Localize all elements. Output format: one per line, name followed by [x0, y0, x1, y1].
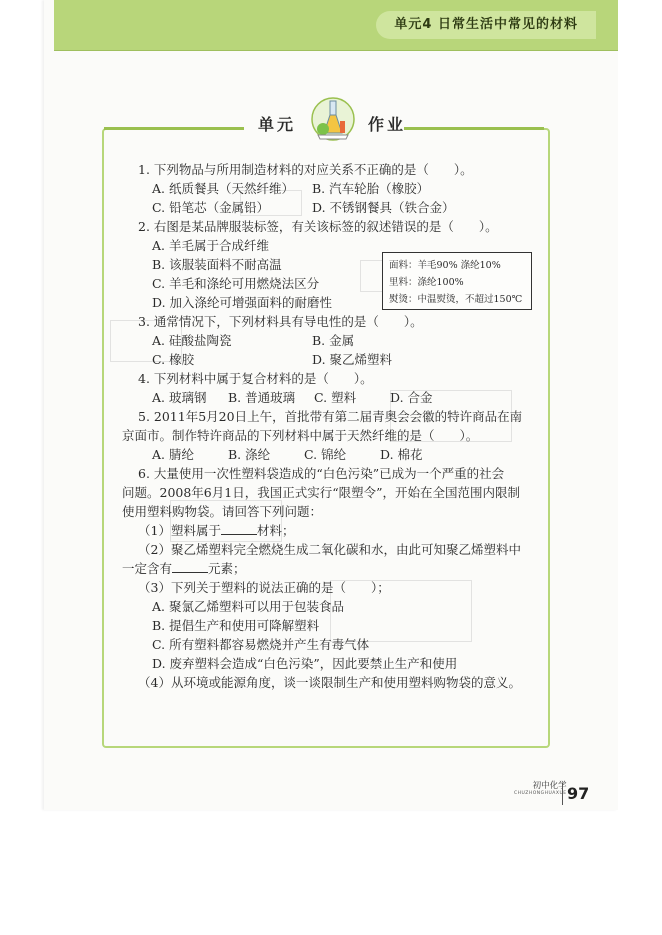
- q6-part3-option-d: D. 废弃塑料会造成“白色污染”，因此要禁止生产和使用: [152, 656, 458, 671]
- header-band: [54, 0, 618, 51]
- q4-stem: 4. 下列材料中属于复合材料的是（ ）。: [138, 371, 373, 386]
- q6-part2-blank: [172, 572, 208, 573]
- q6-part3-option-b: B. 提倡生产和使用可降解塑料: [152, 618, 320, 633]
- q4-option-d: D. 合金: [390, 390, 433, 405]
- garment-label-lining: 里料：涤纶100%: [389, 277, 464, 288]
- q6-part1-blank: [221, 534, 257, 535]
- q5-option-c: C. 锦纶: [304, 447, 347, 462]
- q6-part3-option-c: C. 所有塑料都容易燃烧并产生有毒气体: [152, 637, 370, 652]
- q6-part1: [138, 521, 538, 540]
- q6-part2-line1: （2）聚乙烯塑料完全燃烧生成二氧化碳和水，由此可知聚乙烯塑料中: [138, 542, 521, 557]
- q5-stem-line1: 5. 2011年5月20日上午，首批带有第二届青奥会会徽的特许商品在南: [138, 409, 523, 424]
- q6-part1-text: （1）塑料属于: [138, 523, 221, 538]
- exercise-content: [122, 160, 538, 692]
- page-footer: [514, 779, 590, 803]
- q6-part3-option-a: A. 聚氯乙烯塑料可以用于包装食品: [152, 599, 344, 614]
- q1-stem: 1. 下列物品与所用制造材料的对应关系不正确的是（ ）。: [138, 162, 473, 177]
- q4-option-a: A. 玻璃钢: [152, 390, 207, 405]
- footer-pinyin: CHUZHONGHUAXUE: [514, 791, 567, 796]
- q3-option-d: D. 聚乙烯塑料: [312, 352, 393, 367]
- q5-option-a: A. 腈纶: [152, 447, 194, 462]
- q6-part1-tail: 材料；: [256, 523, 295, 538]
- q6-stem-line1: 6. 大量使用一次性塑料袋造成的“白色污染”已成为一个严重的社会: [138, 466, 505, 481]
- section-title-right: 作业: [368, 115, 407, 134]
- q2-stem: 2. 右图是某品牌服装标签，有关该标签的叙述错误的是（ ）。: [138, 219, 498, 234]
- garment-label-fabric: 面料：羊毛90% 涤纶10%: [389, 260, 501, 271]
- q6-stem-line2: 问题。2008年6月1日，我国正式实行“限塑令”，开始在全国范围内限制: [122, 485, 520, 500]
- q1-option-b: B. 汽车轮胎（橡胶）: [312, 181, 430, 196]
- q2-option-c: C. 羊毛和涤纶可用燃烧法区分: [152, 276, 320, 291]
- q2-option-b: B. 该服装面料不耐高温: [152, 257, 282, 272]
- q5-stem-line2: 京面市。制作特许商品的下列材料中属于天然纤维的是（ ）。: [122, 428, 479, 443]
- q6-stem-line3: 使用塑料购物袋。请回答下列问题：: [122, 504, 323, 519]
- q2-option-d: D. 加入涤纶可增强面料的耐磨性: [152, 295, 333, 310]
- unit-title: 单元4 日常生活中常见的材料: [376, 11, 596, 39]
- page-number: 97: [562, 783, 589, 805]
- q6-part2-line2: [122, 559, 538, 578]
- q3-option-b: B. 金属: [312, 333, 355, 348]
- q4-option-c: C. 塑料: [314, 390, 357, 405]
- q3-option-a: A. 硅酸盐陶瓷: [152, 333, 232, 348]
- footer-subject: 初中化学: [532, 781, 567, 791]
- q5-option-d: D. 棉花: [380, 447, 423, 462]
- q2-option-a: A. 羊毛属于合成纤维: [152, 238, 269, 253]
- q1-option-d: D. 不锈钢餐具（铁合金）: [312, 200, 455, 215]
- garment-label: [382, 252, 532, 310]
- section-title-left: 单元: [258, 115, 297, 134]
- garment-label-ironing: 熨烫：中温熨烫，不超过150℃: [389, 294, 523, 305]
- q6-part4: （4）从环境或能源角度，谈一谈限制生产和使用塑料购物袋的意义。: [138, 675, 521, 690]
- q3-stem: 3. 通常情况下，下列材料具有导电性的是（ ）。: [138, 314, 423, 329]
- chemistry-flask-icon: [310, 95, 356, 143]
- q1-option-a: A. 纸质餐具（天然纤维）: [152, 181, 294, 196]
- q4-option-b: B. 普通玻璃: [228, 390, 296, 405]
- q6-part2-tail: 元素；: [208, 561, 246, 576]
- q5-option-b: B. 涤纶: [228, 447, 271, 462]
- q6-part2-text: 一定含有: [122, 561, 173, 576]
- q6-part3: （3）下列关于塑料的说法正确的是（ ）；: [138, 580, 390, 595]
- q3-option-c: C. 橡胶: [152, 352, 195, 367]
- q1-option-c: C. 铅笔芯（金属铅）: [152, 200, 270, 215]
